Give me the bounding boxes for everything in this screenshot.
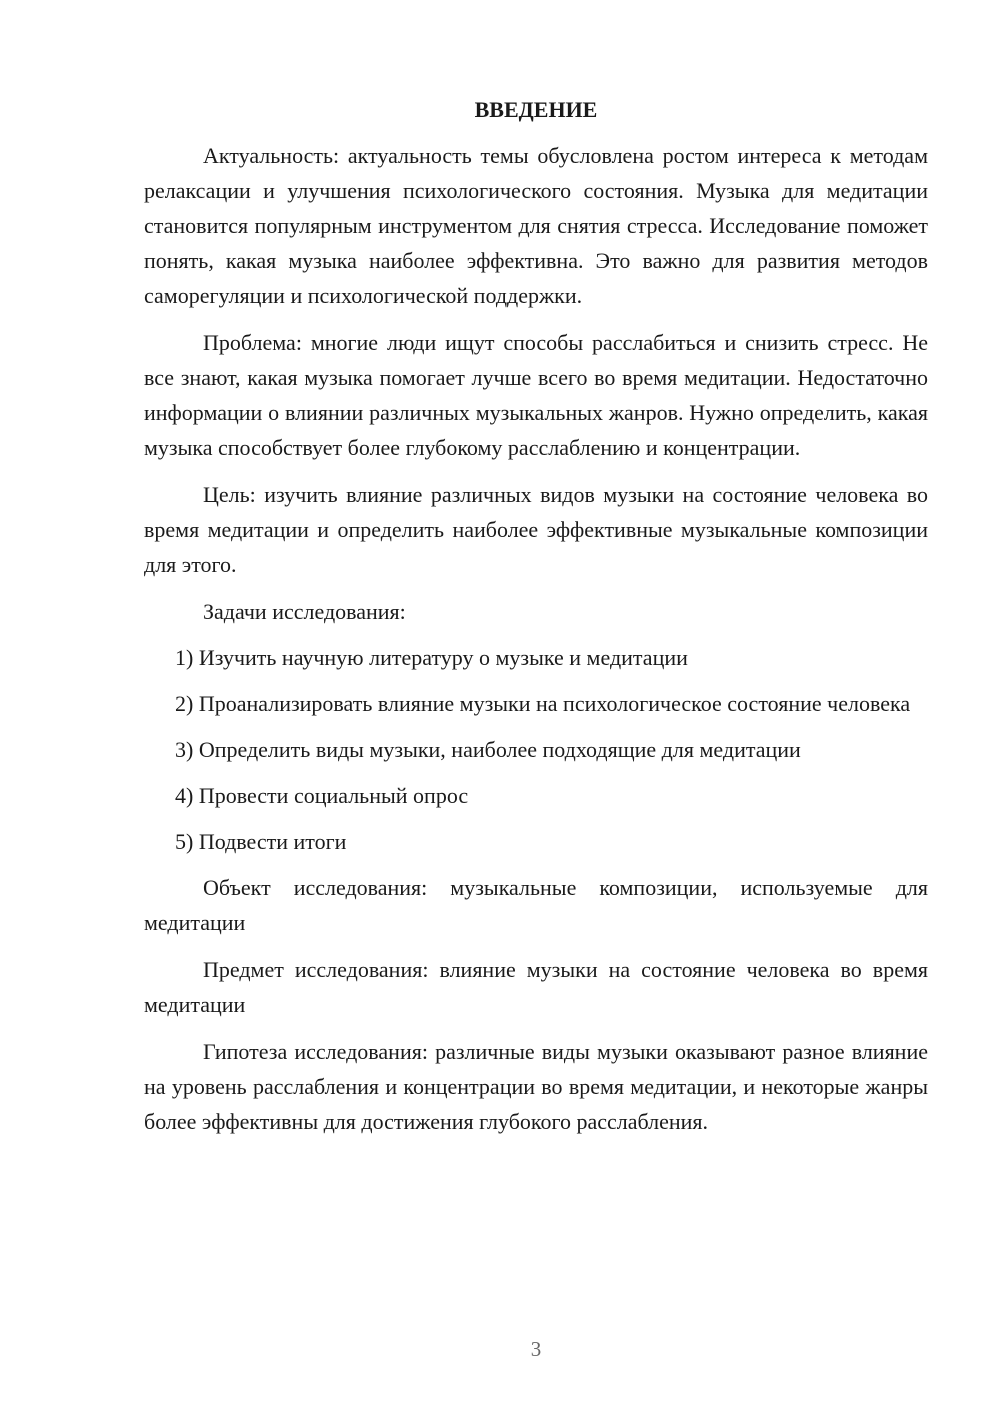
paragraph-object: Объект исследования: музыкальные композиции, используемые для медитации: [144, 875, 928, 935]
paragraph-relevance: Актуальность: актуальность темы обусловлена ростом интереса к методам релаксации и улучшения психологического состояния. Музыка для медитации становится популярным инструментом для снятия стресса. Исследование поможет понять, какая музыка наиболее эффективна. Это важно для развития методов саморегуляции и психологической поддержки.: [144, 143, 928, 308]
list-item: 1) Изучить научную литературу о музыке и медитации: [175, 645, 688, 670]
paragraph-subject: Предмет исследования: влияние музыки на состояние человека во время медитации: [144, 957, 928, 1017]
section-heading: ВВЕДЕНИЕ: [474, 97, 598, 122]
tasks-list: [144, 640, 928, 859]
page-number: 3: [530, 1337, 542, 1361]
paragraph-problem: Проблема: многие люди ищут способы расслабиться и снизить стресс. Не все знают, какая музыка помогает лучше всего во время медитации. Недостаточно информации о влиянии различных музыкальных жанров. Нужно определить, какая музыка способствует более глубокому расслаблению и концентрации.: [144, 330, 928, 460]
list-item: 5) Подвести итоги: [175, 829, 347, 854]
list-item: 4) Провести социальный опрос: [175, 783, 469, 808]
paragraph-goal: Цель: изучить влияние различных видов музыки на состояние человека во время медитации и определить наиболее эффективные музыкальные композиции для этого.: [144, 482, 928, 577]
list-item: 2) Проанализировать влияние музыки на психологическое состояние человека: [175, 691, 911, 716]
document-body: [144, 92, 928, 1151]
paragraph-hypothesis: Гипотеза исследования: различные виды музыки оказывают разное влияние на уровень расслабления и концентрации во время медитации, и некоторые жанры более эффективны для достижения глубокого расслабления.: [144, 1039, 928, 1134]
tasks-intro: Задачи исследования:: [203, 599, 406, 624]
list-item: 3) Определить виды музыки, наиболее подходящие для медитации: [175, 737, 801, 762]
